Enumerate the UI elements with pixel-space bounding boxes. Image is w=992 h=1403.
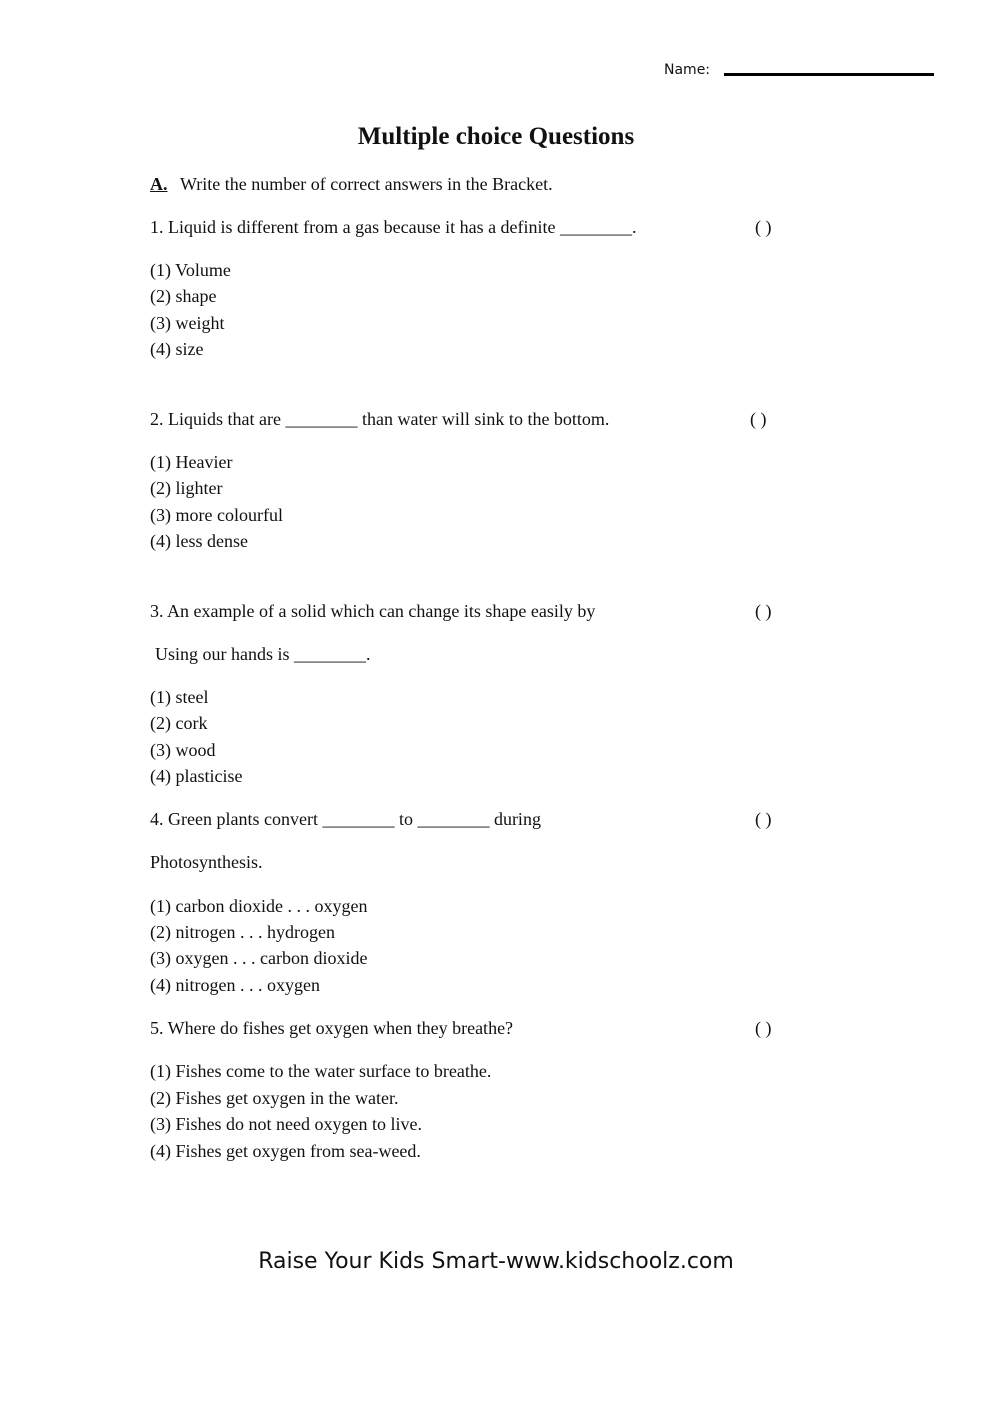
question-4-option-3: (3) oxygen . . . carbon dioxide <box>150 948 368 968</box>
question-2-option-1: (1) Heavier <box>150 452 233 472</box>
question-2-answer-bracket[interactable]: ( ) <box>750 409 767 429</box>
name-write-line[interactable] <box>724 73 934 76</box>
question-2-option-4: (4) less dense <box>150 531 248 551</box>
question-4-option-2: (2) nitrogen . . . hydrogen <box>150 922 335 942</box>
question-4-answer-bracket[interactable]: ( ) <box>755 809 772 829</box>
question-4-option-1: (1) carbon dioxide . . . oxygen <box>150 896 368 916</box>
question-3-option-2: (2) cork <box>150 713 208 733</box>
question-2-option-3: (3) more colourful <box>150 505 283 525</box>
question-3-option-1: (1) steel <box>150 687 209 707</box>
name-label: Name: <box>664 62 711 78</box>
question-5-text: 5. Where do fishes get oxygen when they breathe? <box>150 1018 514 1038</box>
page-title: Multiple choice Questions <box>357 123 635 150</box>
question-5-option-4: (4) Fishes get oxygen from sea-weed. <box>150 1141 421 1161</box>
question-1-option-2: (2) shape <box>150 286 217 306</box>
question-4-option-4: (4) nitrogen . . . oxygen <box>150 975 320 995</box>
question-3-option-4: (4) plasticise <box>150 766 243 786</box>
question-2-option-2: (2) lighter <box>150 478 223 498</box>
question-3-text: 3. An example of a solid which can change its shape easily by <box>150 601 596 621</box>
question-4-text: 4. Green plants convert ________ to ________ during <box>150 809 541 829</box>
question-3-option-3: (3) wood <box>150 740 216 760</box>
question-5-option-3: (3) Fishes do not need oxygen to live. <box>150 1114 422 1134</box>
question-4-text-continued: Photosynthesis. <box>150 852 263 872</box>
question-3-answer-bracket[interactable]: ( ) <box>755 601 772 621</box>
footer-website: Raise Your Kids Smart-www.kidschoolz.com <box>258 1249 734 1274</box>
question-1-option-3: (3) weight <box>150 313 225 333</box>
question-3-text-continued: Using our hands is ________. <box>155 644 371 664</box>
section-instruction: Write the number of correct answers in the Bracket. <box>180 174 553 194</box>
question-5-option-1: (1) Fishes come to the water surface to breathe. <box>150 1061 492 1081</box>
section-letter: A. <box>150 174 168 194</box>
question-1-text: 1. Liquid is different from a gas because it has a definite ________. <box>150 217 637 237</box>
question-5-answer-bracket[interactable]: ( ) <box>755 1018 772 1038</box>
question-1-option-1: (1) Volume <box>150 260 231 280</box>
question-1-option-4: (4) size <box>150 339 204 359</box>
question-2-text: 2. Liquids that are ________ than water will sink to the bottom. <box>150 409 610 429</box>
question-1-answer-bracket[interactable]: ( ) <box>755 217 772 237</box>
question-5-option-2: (2) Fishes get oxygen in the water. <box>150 1088 399 1108</box>
